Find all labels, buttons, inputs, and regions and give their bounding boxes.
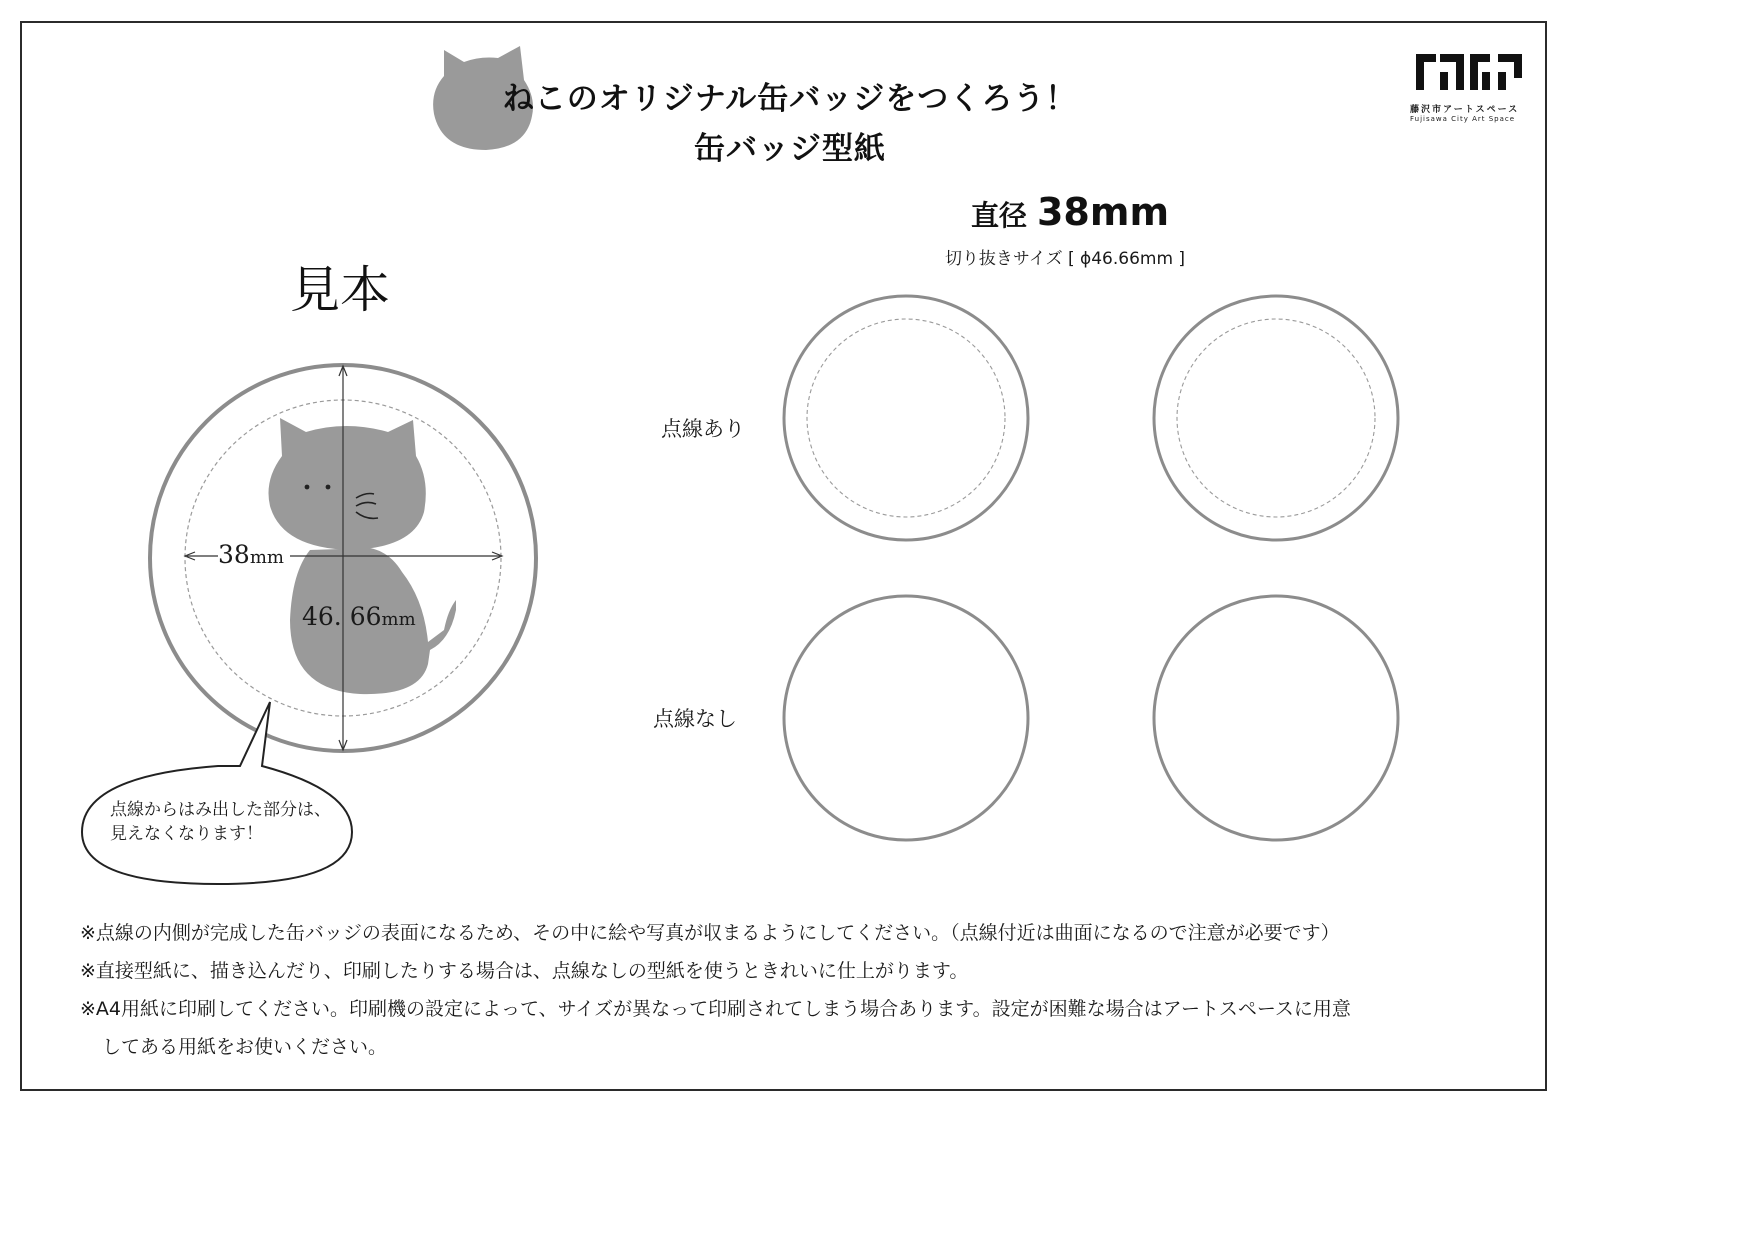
speech-bubble	[82, 702, 352, 884]
note-3-cont: してある用紙をお使いください。	[102, 1036, 388, 1058]
note-1: ※点線の内側が完成した缶バッジの表面になるため、その中に絵や写真が収まるようにしてください。（点線付近は曲面になるので注意が必要です）	[80, 922, 1340, 944]
logo	[1410, 52, 1526, 122]
sample-title: 見本	[290, 261, 390, 319]
cut-size-label: 切り抜きサイズ [ ϕ46.66mm ]	[944, 249, 1186, 269]
template-plain-2	[1154, 596, 1398, 840]
template-dashed-2	[1154, 296, 1398, 540]
note-2: ※直接型紙に、描き込んだり、印刷したりする場合は、点線なしの型紙を使うときれいに仕上がります。	[80, 960, 969, 982]
bubble-line-1: 点線からはみ出した部分は、	[110, 800, 331, 820]
inner-diameter-label: 38mm	[218, 540, 284, 569]
diameter-spec	[940, 190, 1200, 234]
outer-diameter-label: 46. 66mm	[302, 602, 416, 631]
row-label-dashed: 点線あり	[661, 417, 745, 441]
badge-templates	[770, 290, 1420, 850]
notes	[80, 914, 1520, 1066]
page-title: ねこのオリジナル缶バッジをつくろう！	[502, 81, 1078, 117]
diameter-value: 38mm	[1036, 190, 1170, 234]
note-3: ※A4用紙に印刷してください。印刷機の設定によって、サイズが異なって印刷されてしまう場合あります。設定が困難な場合はアートスペースに用意	[80, 998, 1351, 1020]
row-label-plain: 点線なし	[653, 707, 737, 731]
logo-mark-icon	[1410, 52, 1526, 96]
page-subtitle: 缶バッジ型紙	[694, 131, 886, 167]
logo-name-ja: 藤沢市アートスペース	[1410, 105, 1520, 115]
bubble-line-2: 見えなくなります！	[110, 824, 263, 844]
bubble-text	[110, 798, 370, 846]
template-plain-1	[784, 596, 1028, 840]
template-dashed-1	[784, 296, 1028, 540]
logo-name-en: Fujisawa City Art Space	[1410, 115, 1516, 123]
diameter-label: 直径	[970, 199, 1027, 232]
